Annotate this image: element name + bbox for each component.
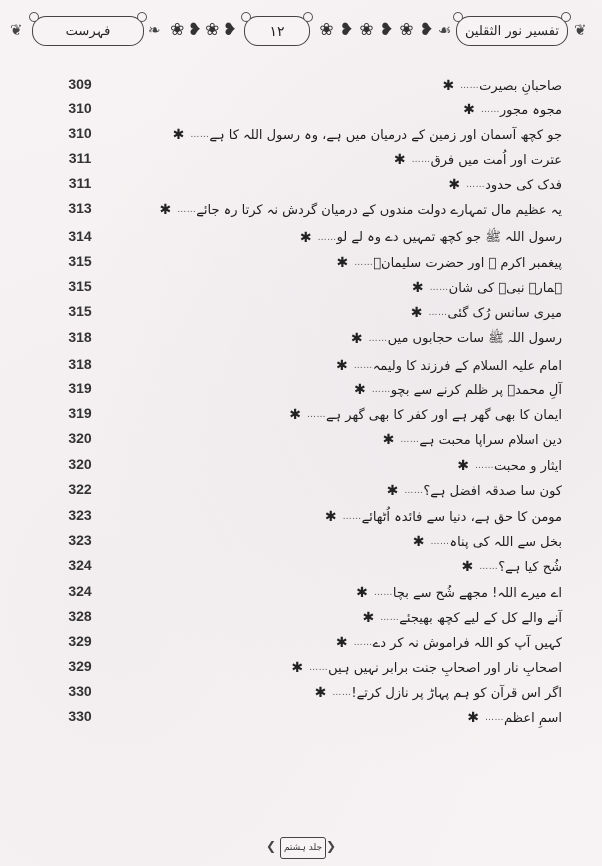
toc-entry	[408, 301, 562, 325]
vine-leaf-icon: ❀	[205, 20, 219, 40]
toc-entry-title: شُح کیا ہے؟	[498, 559, 562, 575]
toc-row	[0, 74, 602, 98]
toc-entry-title: آنے والے کل کے لیے کچھ بھیجئے	[399, 610, 562, 626]
toc-page-number: 322	[68, 481, 92, 497]
leader-dots: ……	[428, 308, 448, 318]
section-title: فہرست	[65, 23, 111, 39]
toc-row	[0, 98, 602, 122]
toc-entry-title: اے میرے اللہ! مجھے شُح سے بچا	[392, 585, 562, 601]
toc-entry	[360, 606, 562, 630]
toc-entry-title: جو کچھ آسمان اور زمین کے درمیان میں ہے، وہ رسول اللہ کا ہے	[209, 127, 562, 143]
toc-entry-title: دین اسلام سراپا محبت ہے	[419, 432, 562, 448]
leader-dots: ……	[317, 233, 337, 243]
toc-row	[0, 505, 602, 529]
toc-row	[0, 530, 602, 554]
leader-dots: ……	[485, 713, 505, 723]
star-bullet-icon: ✱	[463, 102, 475, 118]
toc-entry	[170, 123, 562, 147]
star-bullet-icon: ✱	[335, 635, 348, 651]
toc-entry-title: رسول اللہ ﷺ جو کچھ تمہیں دے وہ لے لو	[336, 229, 562, 245]
leader-dots: ……	[475, 461, 495, 471]
star-bullet-icon: ✱	[393, 152, 406, 168]
toc-page-number: 315	[68, 253, 92, 269]
star-bullet-icon: ✱	[172, 127, 185, 143]
vine-leaf-icon: ❀	[170, 20, 184, 40]
toc-row	[0, 606, 602, 630]
toc-entry-title: کہیں آپ کو اللہ فراموش نہ کر دے	[372, 635, 562, 651]
toc-page-number: 320	[68, 430, 92, 446]
leader-dots: ……	[466, 180, 486, 190]
toc-row	[0, 706, 602, 730]
toc-entry	[333, 631, 562, 655]
toc-entry	[157, 198, 562, 222]
star-bullet-icon: ✱	[448, 177, 461, 193]
toc-entry	[454, 454, 562, 478]
star-bullet-icon: ✱	[353, 382, 366, 398]
page-number-cartouche	[244, 16, 310, 46]
page-header	[0, 0, 602, 60]
toc-entry-title: اگر اس قرآن کو ہم پہاڑ پر نازل کرتے!	[351, 685, 562, 701]
star-bullet-icon: ✱	[362, 610, 375, 626]
page-number: ۱۲	[269, 22, 285, 39]
toc-entry	[351, 378, 562, 402]
toc-entry-title: میری سانس رُک گئی	[447, 305, 562, 321]
leader-dots: ……	[306, 410, 326, 420]
toc-row	[0, 403, 602, 427]
leader-dots: ……	[404, 486, 424, 496]
volume-cartouche	[280, 837, 326, 859]
toc-page-number: 315	[68, 303, 92, 319]
toc-page-number: 310	[68, 100, 92, 116]
star-bullet-icon: ✱	[412, 534, 425, 550]
toc-entry	[348, 327, 562, 351]
leader-dots: ……	[177, 205, 197, 215]
section-title-cartouche	[32, 16, 144, 46]
toc-page-number: 318	[68, 356, 92, 372]
toc-entry-title: بخل سے اللہ کی پناہ	[449, 534, 562, 550]
vine-ornament-left	[168, 19, 238, 41]
toc-row	[0, 226, 602, 250]
toc-entry	[460, 98, 562, 122]
leader-dots: ……	[353, 638, 373, 648]
toc-row	[0, 301, 602, 325]
leader-dots: ……	[371, 385, 391, 395]
volume-label: جلد ہشتم	[283, 843, 323, 853]
toc-page-number: 323	[68, 532, 92, 548]
toc-row	[0, 173, 602, 197]
toc-entry-title: صاحبانِ بصیرت	[479, 78, 562, 94]
leader-dots: ……	[479, 562, 499, 572]
toc-entry	[384, 479, 562, 503]
toc-page-number: 313	[68, 200, 92, 216]
toc-page-number: 329	[68, 658, 92, 674]
toc-row	[0, 656, 602, 680]
toc-row	[0, 148, 602, 172]
star-bullet-icon: ✱	[410, 305, 423, 321]
heart-icon: ❥	[222, 20, 236, 40]
toc-row	[0, 454, 602, 478]
toc-page-number: 323	[68, 507, 92, 523]
toc-row	[0, 123, 602, 147]
star-bullet-icon: ✱	[314, 685, 327, 701]
toc-page-number: 311	[68, 175, 92, 191]
toc-row	[0, 681, 602, 705]
star-bullet-icon: ✱	[324, 509, 337, 525]
toc-page-number: 319	[68, 405, 92, 421]
star-bullet-icon: ✱	[457, 458, 470, 474]
leader-dots: ……	[460, 81, 480, 91]
toc-entry	[334, 251, 562, 275]
star-bullet-icon: ✱	[299, 230, 312, 246]
toc-entry	[312, 681, 562, 705]
toc-entry	[439, 74, 562, 98]
leader-dots: ……	[190, 130, 210, 140]
heart-icon: ❥	[419, 20, 433, 40]
toc-page-number: 314	[68, 228, 92, 244]
vine-leaf-icon: ❀	[359, 20, 373, 40]
toc-entry-title: ہمارے نبیؐ کی شان	[448, 280, 562, 296]
star-bullet-icon: ✱	[159, 202, 172, 218]
leader-dots: ……	[368, 334, 388, 344]
toc-entry	[286, 403, 562, 427]
toc-row	[0, 479, 602, 503]
toc-entry	[445, 173, 562, 197]
star-bullet-icon: ✱	[467, 710, 480, 726]
star-bullet-icon: ✱	[442, 78, 455, 94]
leader-dots: ……	[411, 155, 431, 165]
leader-dots: ……	[480, 105, 500, 115]
toc-page-number: 328	[68, 608, 92, 624]
toc-entry-title: یہ عظیم مال تمہارے دولت مندوں کے درمیان گردش نہ کرتا رہ جائے	[196, 202, 562, 218]
star-bullet-icon: ✱	[382, 432, 395, 448]
leader-dots: ……	[380, 613, 400, 623]
toc-entry-title: ایمان کا بھی گھر ہے اور کفر کا بھی گھر ہے	[325, 407, 562, 423]
footer-flourish-left-icon: ❮	[266, 839, 277, 853]
toc-page-number: 315	[68, 278, 92, 294]
toc-row	[0, 276, 602, 300]
star-bullet-icon: ✱	[335, 358, 348, 374]
toc-entry	[333, 354, 562, 378]
flourish-icon: ☙	[438, 21, 452, 39]
star-bullet-icon: ✱	[291, 660, 304, 676]
toc-entry-title: امام علیہ السلام کے فرزند کا ولیمہ	[372, 358, 562, 374]
toc-entry	[288, 656, 562, 680]
toc-entry-title: مومن کا حق ہے، دنیا سے فائدہ اُٹھائے	[361, 509, 562, 525]
toc-page-number: 309	[68, 76, 92, 92]
star-bullet-icon: ✱	[411, 280, 424, 296]
toc-entry	[410, 530, 562, 554]
leader-dots: ……	[373, 588, 393, 598]
toc-page-number: 324	[68, 557, 92, 573]
toc-entry	[297, 226, 562, 250]
toc-page-number: 320	[68, 456, 92, 472]
toc-entry-title: اسمِ اعظم	[504, 710, 562, 726]
flourish-left-icon: ❦	[10, 21, 23, 39]
toc-row	[0, 354, 602, 378]
star-bullet-icon: ✱	[461, 559, 474, 575]
toc-entry-title: رسول اللہ ﷺ سات حجابوں میں	[387, 330, 562, 346]
toc-entry	[322, 505, 562, 529]
leader-dots: ……	[342, 512, 362, 522]
vine-leaf-icon: ❀	[399, 20, 413, 40]
toc-entry	[353, 581, 562, 605]
toc-entry	[391, 148, 562, 172]
leader-dots: ……	[429, 283, 449, 293]
toc-entry	[464, 706, 562, 730]
leader-dots: ……	[332, 688, 352, 698]
toc-entry-title: فدک کی حدود	[485, 177, 562, 193]
toc-entry-title: عترت اور اُمت میں فرق	[430, 152, 562, 168]
footer-flourish-right-icon: ❯	[326, 839, 337, 853]
toc-page-number: 311	[68, 150, 92, 166]
leader-dots: ……	[354, 258, 374, 268]
vine-leaf-icon: ❀	[319, 20, 333, 40]
flourish-right-icon: ❦	[574, 21, 587, 39]
toc-row	[0, 555, 602, 579]
star-bullet-icon: ✱	[356, 585, 368, 601]
toc-row	[0, 378, 602, 402]
toc-page-number: 324	[68, 583, 92, 599]
toc-page-number: 329	[68, 633, 92, 649]
toc-page-number: 330	[68, 683, 92, 699]
book-title-cartouche	[456, 16, 568, 46]
toc-row	[0, 198, 602, 222]
heart-icon: ❥	[187, 20, 201, 40]
toc-page-number: 318	[68, 329, 92, 345]
star-bullet-icon: ✱	[386, 483, 399, 499]
leader-dots: ……	[430, 537, 450, 547]
toc-page-number: 310	[68, 125, 92, 141]
star-bullet-icon: ✱	[336, 255, 349, 271]
leader-dots: ……	[309, 663, 329, 673]
star-bullet-icon: ✱	[289, 407, 301, 423]
book-title: تفسیر نور الثقلین	[465, 23, 559, 39]
heart-icon: ❥	[379, 20, 393, 40]
star-bullet-icon: ✱	[350, 331, 363, 347]
toc-row	[0, 581, 602, 605]
toc-page-number: 319	[68, 380, 92, 396]
toc-row	[0, 428, 602, 452]
toc-entry	[380, 428, 562, 452]
vine-ornament-right	[316, 19, 436, 41]
leader-dots: ……	[353, 361, 373, 371]
toc-entry-title: اصحابِ نار اور اصحابِ جنت برابر نہیں ہیں	[328, 660, 562, 676]
flourish-icon: ❧	[148, 21, 161, 39]
toc-entry-title: پیغمبر اکرم ﷺ اور حضرت سلیمانؑ	[373, 255, 562, 271]
toc-row	[0, 327, 602, 351]
toc-row	[0, 251, 602, 275]
toc-entry-title: کون سا صدقہ افضل ہے؟	[423, 483, 562, 499]
leader-dots: ……	[400, 435, 420, 445]
heart-icon: ❥	[339, 20, 353, 40]
toc-entry-title: مجوہ مجور	[499, 102, 562, 118]
toc-entry-title: ایثار و محبت	[494, 458, 562, 474]
toc-entry-title: آلِ محمدؐ پر ظلم کرنے سے بچو	[390, 382, 562, 398]
toc-entry	[409, 276, 562, 300]
toc-page-number: 330	[68, 708, 92, 724]
toc-entry	[459, 555, 563, 579]
toc-row	[0, 631, 602, 655]
